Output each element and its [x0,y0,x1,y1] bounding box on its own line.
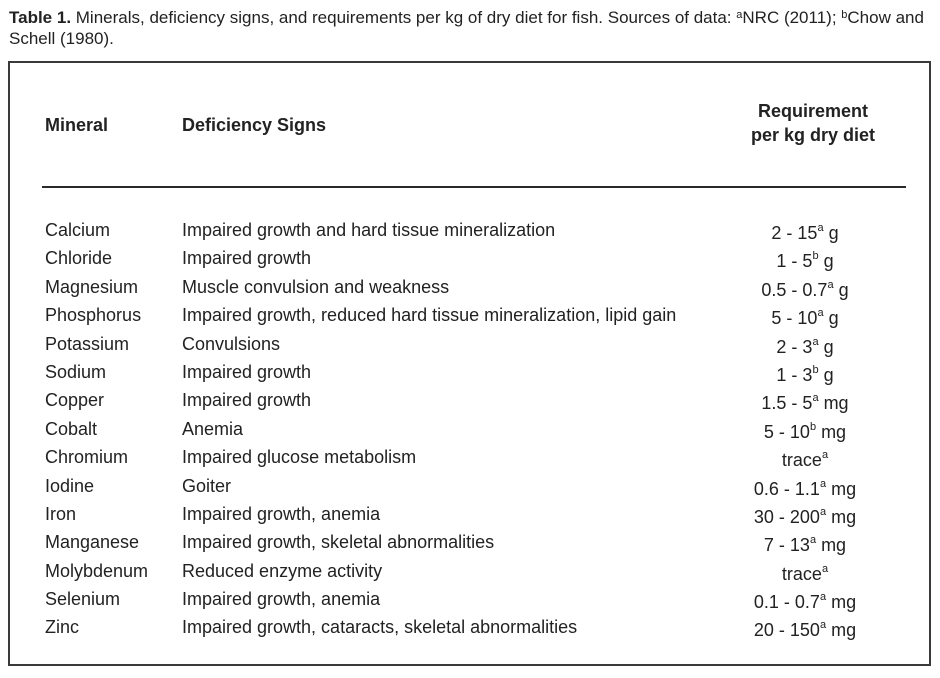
requirement-source-sup: b [812,363,819,376]
requirement-source-sup: a [819,591,827,604]
cell-requirement [705,588,905,616]
cell-mineral: Chloride [45,248,113,269]
cell-requirement [705,333,905,361]
requirement-source-sup: a [817,307,824,320]
cell-mineral: Zinc [45,617,80,638]
cell-deficiency-signs: Convulsions [182,333,281,354]
cell-requirement [705,446,905,474]
requirement-unit: g [823,223,839,243]
table-row [10,244,929,272]
requirement-value: 5 - 10 [771,308,818,329]
requirement-source-sup: a [819,619,827,632]
cell-requirement [705,304,905,332]
minerals-table [8,61,931,666]
cell-requirement [705,503,905,531]
requirement-source-sup: a [812,335,819,348]
requirement-value: 1 - 5 [776,251,813,272]
requirement-source-sup: a [812,392,819,405]
requirement-value: 1.5 - 5 [761,393,813,414]
cell-deficiency-signs: Goiter [182,475,232,496]
requirement-value: 0.5 - 0.7 [761,279,828,300]
table-body [10,216,929,642]
table-row [10,500,929,528]
table-row [10,613,929,641]
cell-mineral: Potassium [45,333,130,354]
table-row [10,330,929,358]
requirement-value: 0.1 - 0.7 [753,592,820,613]
cell-requirement [705,389,905,417]
table-row [10,386,929,414]
cell-requirement [705,418,905,446]
table-row [10,273,929,301]
cell-deficiency-signs: Impaired growth, anemia [182,503,381,524]
requirement-source-sup: a [821,449,829,462]
cell-mineral: Chromium [45,447,129,468]
requirement-unit: mg [816,535,847,556]
cell-deficiency-signs: Impaired growth, cataracts, skeletal abnormalities [182,617,578,638]
header-divider [42,186,906,188]
requirement-source-sup: a [817,222,824,234]
requirement-value: 2 - 3 [776,336,813,357]
caption-source-a: NRC (2011); [742,8,842,27]
requirement-unit: mg [826,620,857,641]
requirement-unit: g [818,364,834,385]
requirement-value: trace [781,563,822,584]
cell-mineral: Copper [45,390,105,411]
cell-requirement [705,247,905,275]
header-requirement-line2: per kg dry diet [750,125,876,145]
requirement-unit: mg [818,393,849,414]
requirement-value: 7 - 13 [763,535,810,556]
requirement-unit: mg [816,421,847,442]
table-row [10,528,929,556]
cell-deficiency-signs: Impaired growth [182,361,312,382]
cell-requirement [705,616,905,644]
caption-sup-a: a [736,9,743,21]
requirement-value: 1 - 3 [776,364,813,385]
table-row [10,557,929,585]
cell-deficiency-signs: Impaired growth, skeletal abnormalities [182,532,495,553]
requirement-unit: mg [826,478,857,499]
header-requirement-line1: Requirement [757,101,869,121]
requirement-source-sup: a [809,534,817,547]
cell-requirement [705,276,905,304]
cell-requirement [705,531,905,559]
requirement-source-sup: a [819,505,827,518]
caption-source-b: Chow and Schell (1980). [9,8,924,48]
cell-mineral: Manganese [45,532,140,553]
cell-mineral: Magnesium [45,276,139,297]
cell-requirement [705,219,905,247]
table-row [10,585,929,613]
requirement-value: trace [781,450,822,471]
cell-mineral: Molybdenum [45,560,149,581]
cell-mineral: Cobalt [45,418,98,439]
cell-deficiency-signs: Impaired growth [182,248,312,269]
cell-deficiency-signs: Impaired glucose metabolism [182,447,417,468]
requirement-unit: g [823,308,839,329]
caption-sup-b: b [841,9,848,21]
table-row [10,358,929,386]
cell-deficiency-signs: Impaired growth, anemia [182,589,381,610]
cell-mineral: Iron [45,503,77,524]
caption-text: Minerals, deficiency signs, and requirements per kg of dry diet for fish. Sources of data: [71,8,737,27]
cell-deficiency-signs: Impaired growth [182,390,312,411]
table-row [10,301,929,329]
requirement-value: 2 - 15 [771,223,818,243]
requirement-source-sup: b [809,420,817,433]
header-requirement [723,99,903,147]
cell-requirement [705,475,905,503]
requirement-unit: g [818,336,834,357]
requirement-unit: g [818,251,834,272]
table-row [10,415,929,443]
cell-mineral: Selenium [45,589,121,610]
cell-mineral: Phosphorus [45,305,142,326]
requirement-value: 20 - 150 [753,620,820,641]
table-row [10,443,929,471]
header-mineral: Mineral [45,115,109,135]
table-row [10,216,929,244]
cell-deficiency-signs: Impaired growth and hard tissue mineralization [182,220,556,240]
requirement-source-sup: a [821,562,829,575]
cell-mineral: Iodine [45,475,95,496]
requirement-value: 0.6 - 1.1 [753,478,820,499]
cell-deficiency-signs: Reduced enzyme activity [182,560,383,581]
requirement-source-sup: a [819,477,827,490]
caption-label: Table 1. [9,8,72,27]
requirement-unit: g [833,279,849,300]
cell-deficiency-signs: Muscle convulsion and weakness [182,276,450,297]
cell-mineral: Sodium [45,361,107,382]
table-caption [9,7,934,49]
requirement-source-sup: a [827,278,834,291]
requirement-source-sup: b [812,250,819,263]
cell-requirement [705,560,905,588]
cell-requirement [705,361,905,389]
requirement-unit: mg [826,592,857,613]
cell-mineral: Calcium [45,220,111,240]
cell-deficiency-signs: Impaired growth, reduced hard tissue mineralization, lipid gain [182,305,677,326]
requirement-value: 30 - 200 [753,506,820,527]
requirement-unit: mg [826,506,857,527]
table-row [10,472,929,500]
cell-deficiency-signs: Anemia [182,418,244,439]
requirement-value: 5 - 10 [763,421,810,442]
header-deficiency-signs: Deficiency Signs [182,115,327,135]
